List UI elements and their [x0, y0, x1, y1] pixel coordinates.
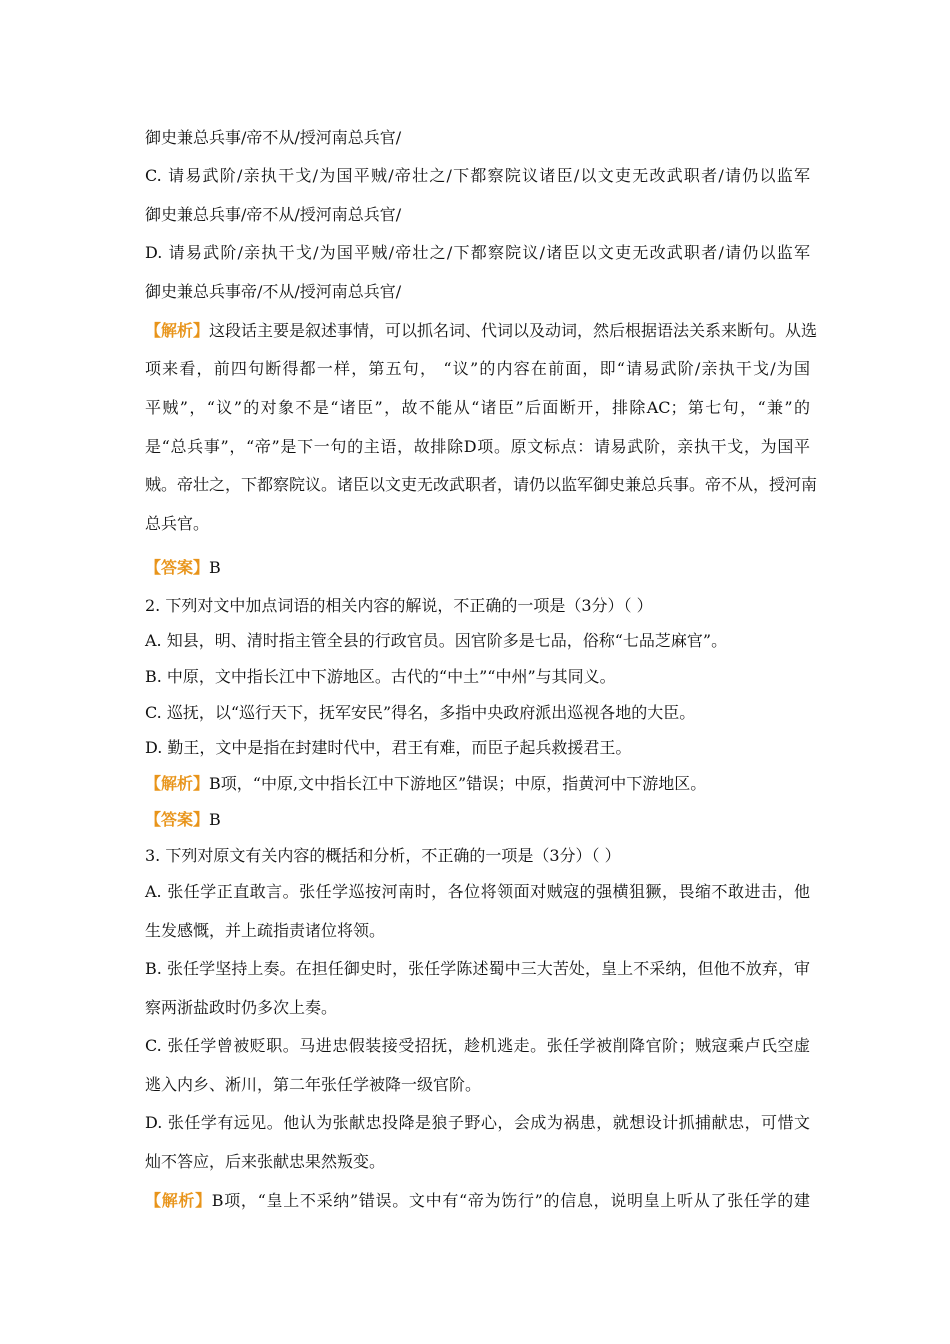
text-line: 御史兼总兵事帝/不从/授河南总兵官/ [145, 282, 402, 301]
text-line: 生发感慨，并上疏指责诸位将领。 [145, 921, 386, 940]
answer-text: B [209, 558, 221, 577]
option-c: C. 张任学曾被贬职。马进忠假装接受招抚，趁机逃走。张任学被削降官阶；贼寇乘卢氏空虚 [145, 1036, 810, 1055]
option-c-line: C. 请易武阶/亲执干戈/为国平贼/帝壮之/下都察院议诸臣/以文吏无改武职者/请仍以监军 [145, 166, 810, 185]
option-d: D. 张任学有远见。他认为张献忠投降是狼子野心，会成为祸患，就想设计抓捕献忠，可惜文 [145, 1113, 810, 1132]
text-line: 御史兼总兵事/帝不从/授河南总兵官/ [145, 128, 402, 147]
answer-line [145, 810, 810, 830]
analysis-text: B项，“中原,文中指长江中下游地区”错误；中原，指黄河中下游地区。 [209, 774, 707, 793]
option-a: A. 知县，明、清时指主管全县的行政官员。因官阶多是七品，俗称“七品芝麻官”。 [145, 631, 728, 650]
text-line: 逃入内乡、淅川，第二年张任学被降一级官阶。 [145, 1075, 482, 1094]
text-line: 总兵官。 [145, 514, 210, 533]
analysis-tag: 【解析】 [145, 321, 210, 340]
analysis-text: B项，“皇上不采纳”错误。文中有“帝为饬行”的信息，说明皇上听从了张任学的建 [211, 1191, 810, 1210]
analysis-line [145, 1191, 810, 1211]
text-line: 平贼”，“议”的对象不是“诸臣”，故不能从“诸臣”后面断开，排除AC；第七句，“兼”的 [145, 398, 810, 417]
text-line: 御史兼总兵事/帝不从/授河南总兵官/ [145, 205, 402, 224]
option-a: A. 张任学正直敢言。张任学巡按河南时，各位将领面对贼寇的强横狙獗，畏缩不敢进击，他 [145, 882, 810, 901]
option-d-line: D. 请易武阶/亲执干戈/为国平贼/帝壮之/下都察院议/诸臣以文吏无改武职者/请仍以监军 [145, 243, 810, 262]
answer-line [145, 558, 810, 578]
analysis-tag: 【解析】 [145, 774, 210, 793]
question-3: 3. 下列对原文有关内容的概括和分析，不正确的一项是（3分）（ ） [145, 846, 621, 865]
option-b: B. 张任学坚持上奏。在担任御史时，张任学陈述蜀中三大苦处，皇上不采纳，但他不放弃，审 [145, 959, 810, 978]
analysis-paragraph-line [145, 321, 818, 341]
analysis-tag: 【解析】 [145, 1191, 212, 1210]
option-d: D. 勤王，文中是指在封建时代中，君王有难，而臣子起兵救援君王。 [145, 738, 632, 757]
text-line: 项来看，前四句断得都一样，第五句， “议”的内容在前面，即“请易武阶/亲执干戈/为国 [145, 359, 810, 378]
analysis-text: 这段话主要是叙述事情，可以抓名词、代词以及动词，然后根据语法关系来断句。从选 [209, 321, 818, 340]
answer-tag: 【答案】 [145, 558, 210, 577]
option-b: B. 中原，文中指长江中下游地区。古代的“中土”“中州”与其同义。 [145, 667, 616, 686]
answer-tag: 【答案】 [145, 810, 210, 829]
option-c: C. 巡抚，以“巡行天下，抚军安民”得名，多指中央政府派出巡视各地的大臣。 [145, 703, 696, 722]
analysis-line [145, 774, 810, 794]
question-2: 2. 下列对文中加点词语的相关内容的解说，不正确的一项是（3分）（ ） [145, 596, 653, 615]
answer-text: B [209, 810, 221, 829]
text-line: 灿不答应，后来张献忠果然叛变。 [145, 1152, 386, 1171]
text-line: 是“总兵事”，“帝”是下一句的主语，故排除D项。原文标点：请易武阶，亲执干戈，为国平 [145, 437, 810, 456]
text-line: 察两浙盐政时仍多次上奏。 [145, 998, 338, 1017]
text-line: 贼。帝壮之，下都察院议。诸臣以文吏无改武职者，请仍以监军御史兼总兵事。帝不从，授河南 [145, 475, 818, 494]
